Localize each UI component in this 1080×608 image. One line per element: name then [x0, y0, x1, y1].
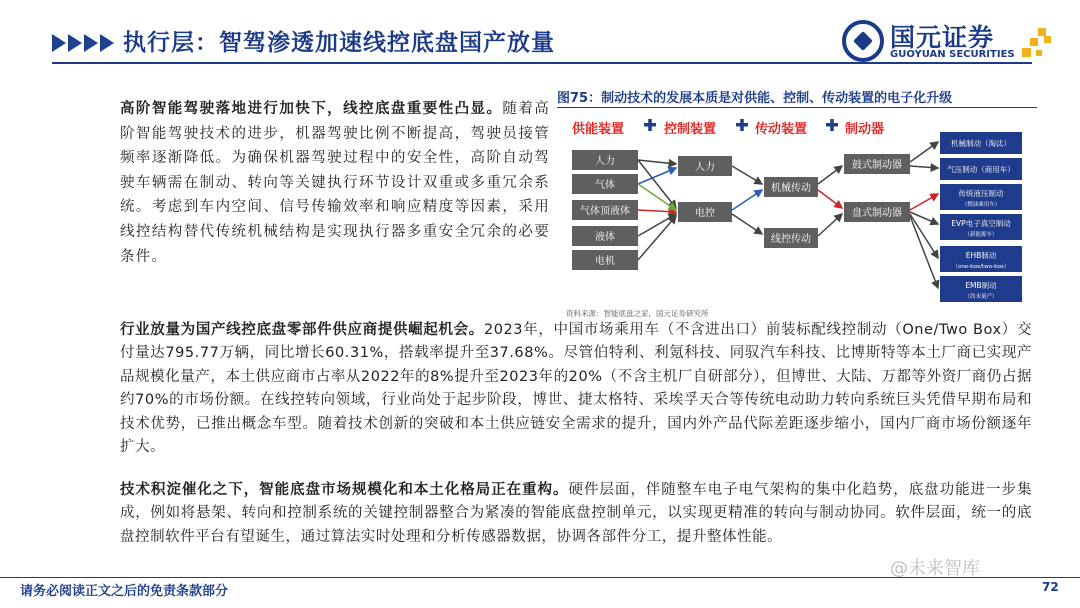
energy-label: 电机 [595, 256, 615, 267]
tech-body: 硬件层面，伴随整车电子电气架构的集中化趋势，底盘功能进一步集成，例如将悬架、转向和控制系统的关键控制器整合为紧凑的智能底盘控制单元，以实现更精准的转向与制动协同。软件层面，统一的底盘控制软件平台有望诞生，通过算法实时处理和分析传感器数据，协调各部件分工，提升整体性能。 [120, 482, 1033, 545]
brake-box [844, 202, 910, 222]
chevron-right-icon [68, 34, 82, 52]
logo-chinese-name: 国元证券 [890, 23, 995, 52]
market-lead: 行业放量为国产线控底盘零部件供应商提供崛起机会。 [120, 322, 484, 338]
watermark: @未来智库 [890, 558, 980, 579]
result-box [940, 158, 1022, 180]
intro-paragraph [120, 97, 550, 269]
result-sublabel: （新能源车） [964, 232, 998, 238]
figure-source: 资料来源：智能底盘之家，国元证券研究所 [566, 309, 709, 318]
result-sublabel: （one-box/two-box） [952, 264, 1010, 270]
result-box [940, 214, 1022, 240]
result-box [940, 246, 1022, 272]
chevron-right-icon [100, 34, 114, 52]
result-sublabel: （燃油乘用车） [961, 202, 1001, 208]
result-label: EVP电子真空制动 [951, 219, 1011, 228]
result-sublabel: （尚未量产） [964, 294, 998, 300]
result-label: 气压制动（商用车） [947, 165, 1015, 174]
transmission-box [764, 228, 818, 248]
energy-box [572, 150, 638, 170]
result-label: EHB制动 [965, 251, 997, 260]
market-paragraph [120, 319, 1032, 459]
energy-to-control-arrows [638, 160, 676, 260]
transmission-label: 机械传动 [771, 183, 811, 194]
plus-icon [826, 119, 838, 131]
logo-squares-icon [1018, 28, 1052, 60]
transmission-box [764, 177, 818, 197]
energy-label: 人力 [595, 156, 615, 167]
control-label: 人力 [695, 162, 715, 173]
intro-body: 随着高阶智能驾驶技术的进步，机器驾驶比例不断提高，驾驶员接管频率逐渐降低。为确保机器驾驶过程中的安全性，高阶自动驾驶车辆需在制动、转向等关键执行环节设计双重或多重冗余系统。考虑到车内空间、信号传输效率和响应精度等因素，采用线控结构替代传统机械结构是实现执行器多重安全冗余的必要条件。 [120, 101, 550, 265]
result-box [940, 184, 1022, 210]
intro-lead: 高阶智能驾驶落地进行加快下，线控底盘重要性凸显。 [120, 101, 503, 117]
chevron-right-icon [84, 34, 98, 52]
control-box [678, 156, 732, 176]
logo-emblem-icon [842, 20, 884, 62]
energy-label: 液体 [595, 232, 615, 243]
brake-label: 鼓式制动器 [852, 160, 902, 171]
logo-english-name: GUOYUAN SECURITIES [890, 49, 1015, 60]
brand-logo [842, 18, 1052, 68]
tech-paragraph [120, 479, 1032, 549]
page-title: 执行层：智驾渗透加速线控底盘国产放量 [123, 30, 555, 56]
figure-title-rule [557, 107, 1037, 108]
plus-icon [736, 119, 748, 131]
energy-label: 气体顶液体 [580, 206, 630, 217]
result-box [940, 276, 1022, 302]
brake-box [844, 154, 910, 174]
result-label: 传统液压制动 [958, 189, 1004, 198]
legend-transmission: 传动装置 [755, 122, 808, 137]
energy-box [572, 226, 638, 246]
legend-control: 控制装置 [664, 122, 717, 137]
energy-box [572, 174, 638, 194]
market-body: 2023年，中国市场乘用车（不含进出口）前装标配线控制动（One/Two Box）交付量达795.77万辆，同比增长60.31%，搭载率提升至37.68%。尽管伯特利、利氪科技、同驭汽车科技、比博斯特等本土厂商已实现产品规模化量产，本土供应商市占率从2022年的8%提升至2023年的20%（不含主机厂自研部分），但博世、大陆、万都等外资厂商仍占据约70%的市场份额。在线控转向领域，行业尚处于起步阶段，博世、捷太格特、采埃孚天合等传统电动助力转向系统巨头凭借早期布局和技术优势，已推出概念车型。随着技术创新的突破和本土供应链安全需求的提升，国内外产品代际差距逐步缩小，国内厂商市场份额逐年扩大。 [120, 322, 1032, 456]
control-box [678, 202, 732, 222]
control-to-transmission-arrows [732, 166, 762, 234]
transmission-to-brake-arrows [818, 166, 842, 236]
brake-label: 盘式制动器 [852, 208, 902, 219]
page-number: 72 [1042, 580, 1059, 594]
legend-brake: 制动器 [845, 122, 885, 137]
brake-to-result-arrows [910, 142, 938, 288]
energy-box [572, 250, 638, 270]
figure-title: 图75：制动技术的发展本质是对供能、控制、传动装置的电子化升级 [557, 91, 953, 106]
result-label: 机械制动（淘汰） [951, 139, 1011, 148]
disclaimer-text: 请务必阅读正文之后的免责条款部分 [20, 584, 229, 599]
tech-lead: 技术积淀催化之下，智能底盘市场规模化和本土化格局正在重构。 [120, 482, 569, 498]
result-box [940, 132, 1022, 154]
header-chevrons [52, 34, 116, 52]
control-label: 电控 [695, 208, 715, 219]
legend-energy: 供能装置 [572, 122, 625, 137]
result-label: EMB制动 [965, 281, 997, 290]
chevron-right-icon [52, 34, 66, 52]
energy-label: 气体 [595, 180, 615, 191]
plus-icon [644, 119, 656, 131]
brake-technology-diagram [566, 112, 1031, 310]
energy-box [572, 200, 638, 220]
transmission-label: 线控传动 [771, 234, 811, 245]
